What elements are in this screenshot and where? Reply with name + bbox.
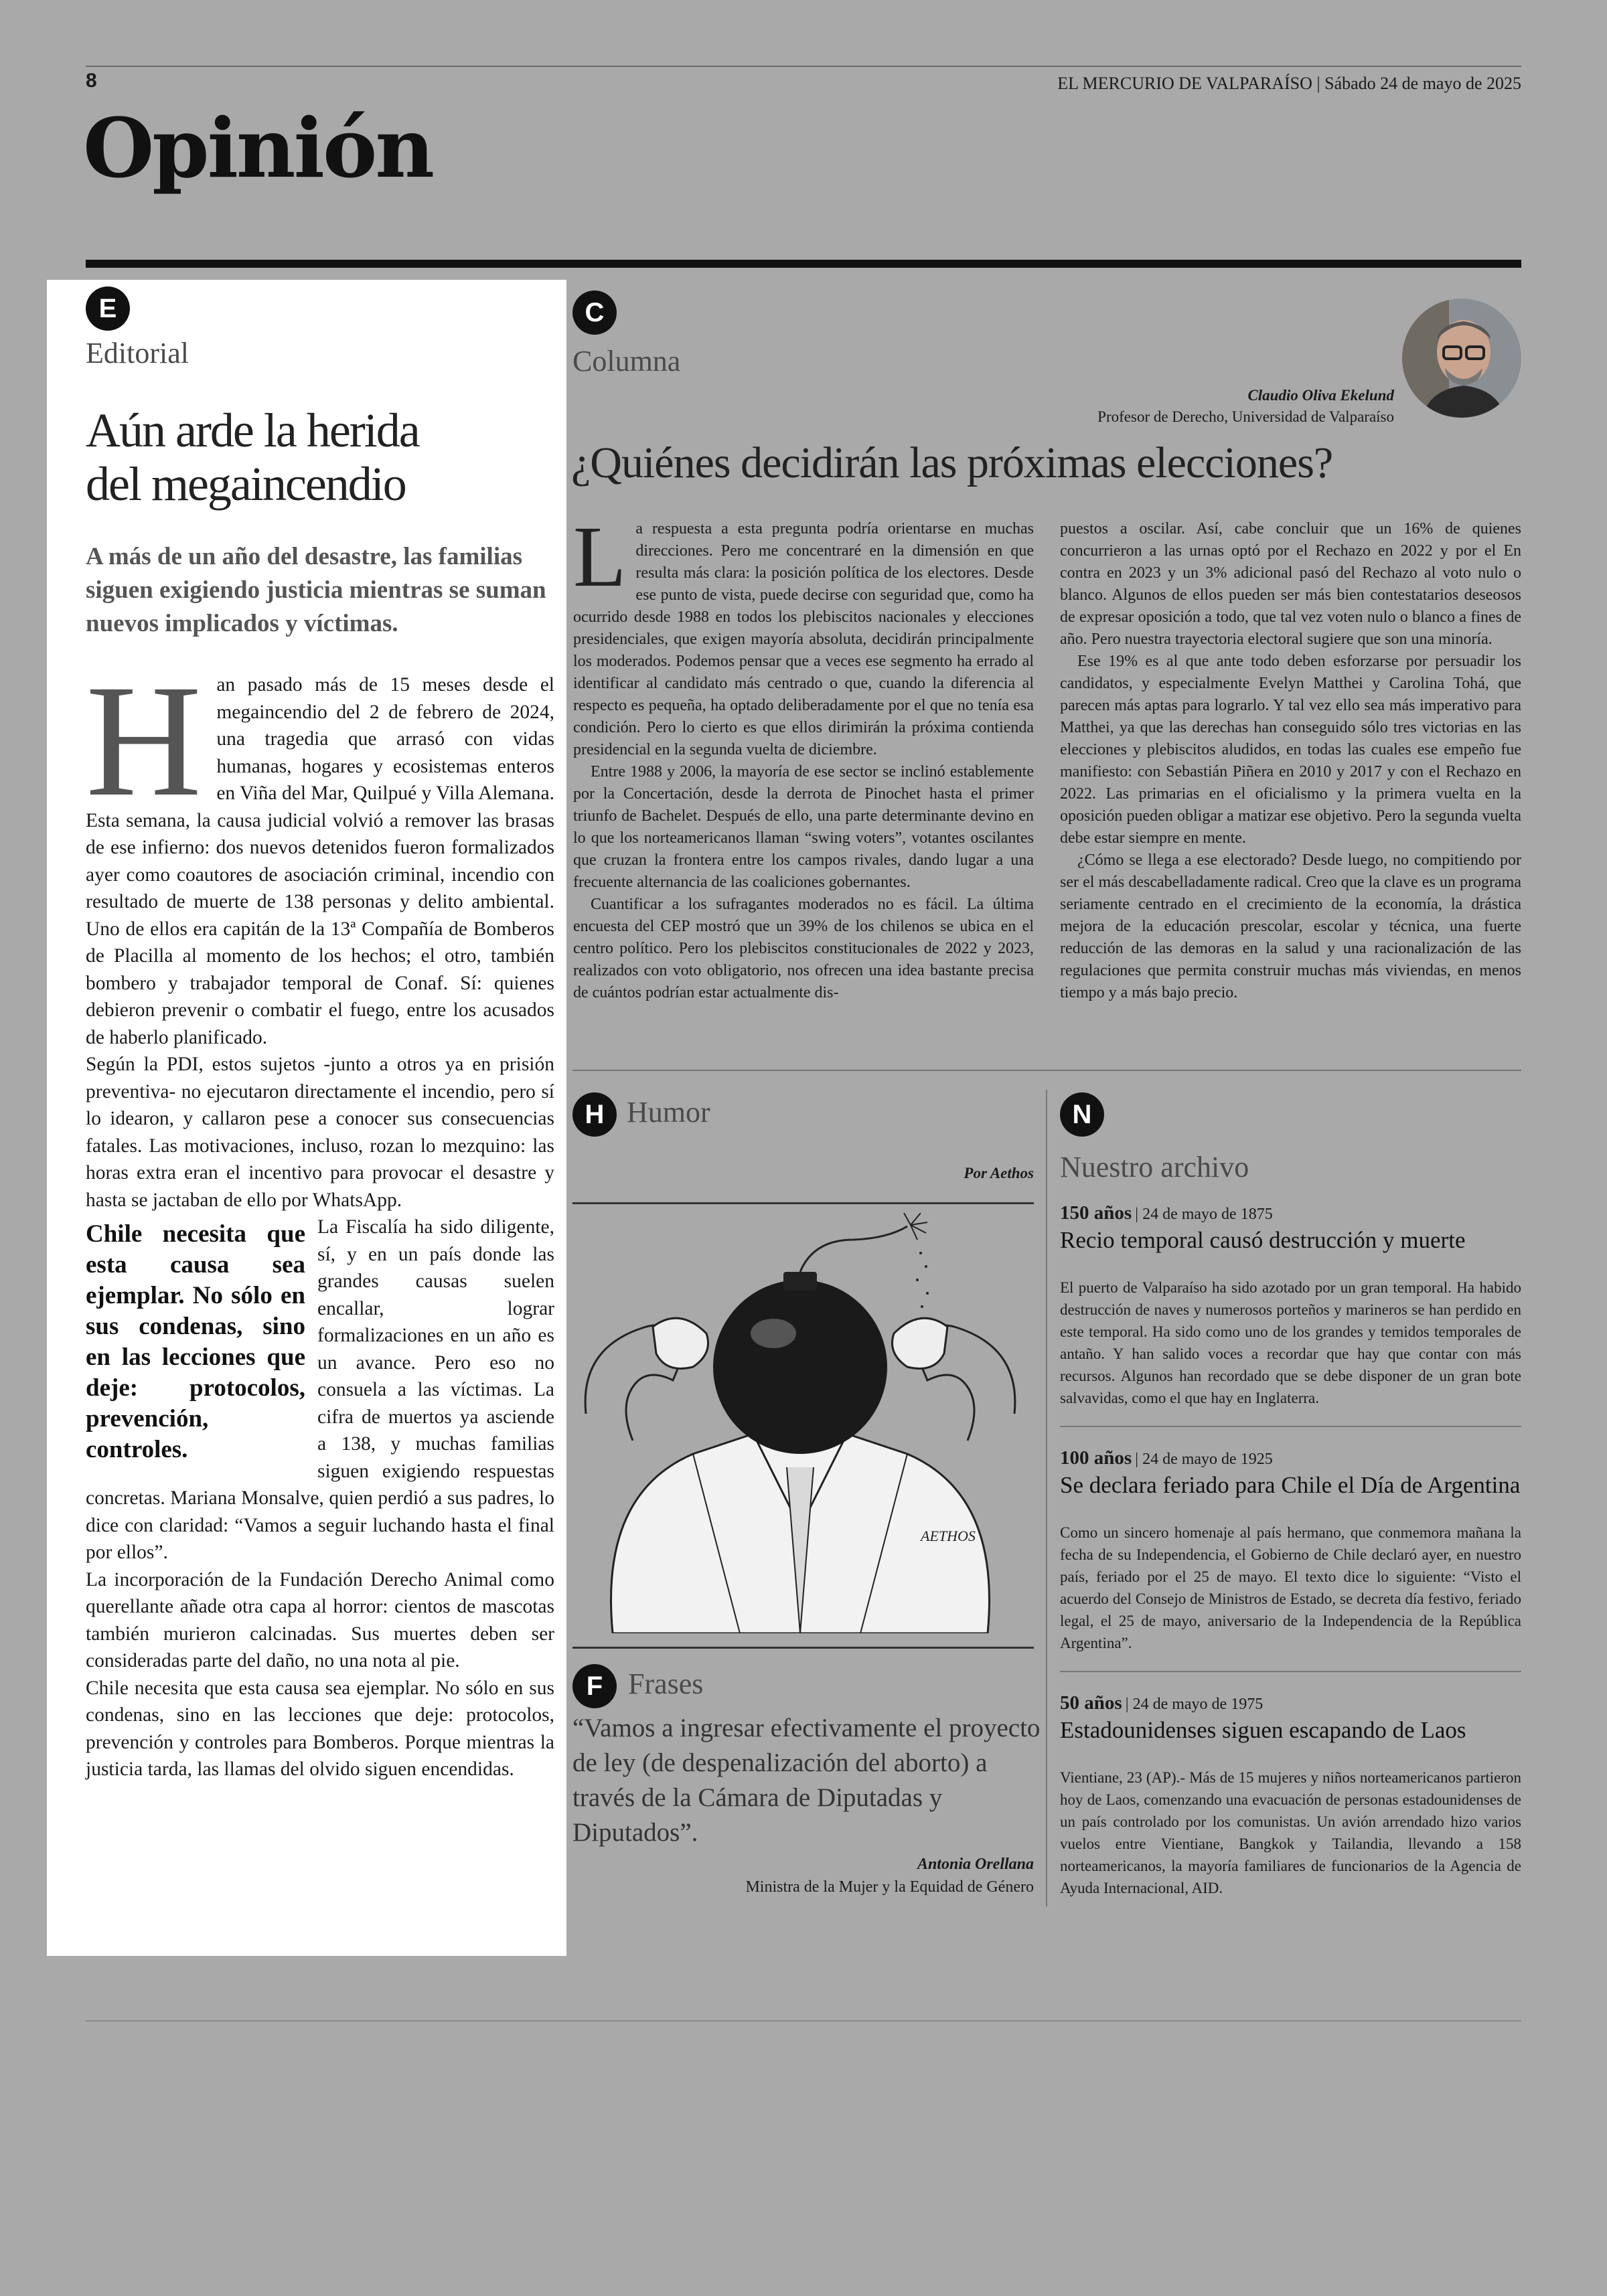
columna-paragraph: a respuesta a esta pregunta podría orientarse en muchas direcciones. Pero me concentraré en la dimensión en que resulta más clara: la posición política de los electores. Desde ese punto de vista, puede decirse con seguridad que, como ha ocurrido desde 1988 en todos los plebiscitos nacionales y elecciones presidenciales, que exigen mayoría absoluta, decidirán principalmente los moderados. Podemos pensar que a veces ese segmento ha errado al identificar al candidato más centrado o que, cuando la diferencia al respecto es pequeña, ha optado deliberadamente por el que no tenía esa condición. Pero lo cierto es que ellos dirimirán la próxima contienda presidencial en la segunda vuelta de diciembre. <box>573 520 1034 758</box>
editorial-dropcap: H <box>86 651 202 829</box>
editorial-body <box>86 651 554 1783</box>
page-bottom-rule <box>86 2020 1521 2022</box>
archivo-date: | 24 de mayo de 1875 <box>1135 1206 1273 1223</box>
columna-author: Claudio Oliva Ekelund <box>1247 387 1394 404</box>
editorial-paragraph: La Fiscalía ha sido diligente, sí, y en un país donde las grandes causas suelen encallar, lograr formalizaciones en un año es un avance. Pero eso no consuela a las víctimas. La cifra de muertos ya asciende a 138, y muchas familias siguen exigiendo respuestas concretas. Mariana Monsalve, quien perdió a sus padres, lo dice con claridad: “Vamos a seguir luchando hasta el final por ellos”. <box>86 1216 554 1563</box>
editorial-paragraph: Chile necesita que esta causa sea ejemplar. No sólo en sus condenas, sino en las lecciones que deje: protocolos, prevención y controles para Bomberos. Porque mientras la justicia tarda, las llamas del olvido siguen encendidas. <box>86 1677 554 1780</box>
bomb-cartoon-icon <box>572 1213 1034 1633</box>
archivo-years: 100 años <box>1060 1447 1132 1469</box>
editorial-title <box>86 404 554 511</box>
author-photo <box>1402 299 1521 418</box>
columna-paragraph: Ese 19% es al que ante todo deben esforzarse por persuadir los candidatos, y especialmente Evelyn Matthei y Carolina Tohá, que parecen más aptas para lograrlo. Y tal vez ello sea más imperativo para Matthei, ya que las derechas han conseguido sólo tres victorias en las elecciones y plebiscitos aludidos, en todas las cuales ese empeño fue manifiesto: con Sebastián Piñera en 2010 y 2017 y con el Rechazo en 2022. Las primarias en el oficialismo y la primera vuelta en la oposición pueden obligar a matizar ese objetivo. Pero la segunda vuelta debe estar siempre en mente. <box>1060 653 1521 847</box>
editorial-paragraph: Según la PDI, estos sujetos -junto a otros ya en prisión preventiva- no ejecutaron directamente el incendio, pero sí lo idearon, y callaron pese a conocer sus consecuencias fatales. Las motivaciones, incluso, rozan lo mezquino: las horas extra eran el incentivo para provocar el desastre y hasta se jactaban de ello por WhatsApp. <box>86 1054 554 1211</box>
frases-role: Ministra de la Mujer y la Equidad de Género <box>745 1878 1034 1896</box>
humor-label: Humor <box>627 1096 710 1129</box>
archivo-headline: Se declara feriado para Chile el Día de Argentina <box>1060 1472 1521 1498</box>
frases-badge-wrap <box>572 1664 617 1708</box>
archivo-text: Vientiane, 23 (AP).- Más de 15 mujeres y niños norteamericanos partieron hoy de Laos, comenzando una evacuación de personas estadounidenses de un país controlado por los comunistas. Un avión arrendado hizo varios vuelos entre Vientiane, Bangkok y Tailandia, llevando a 158 norteamericanos, la mayoría familiares de funcionarios de la Agencia de Ayuda Internacional, AID. <box>1060 1769 1521 1896</box>
editorial-lead: A más de un año del desastre, las familias siguen exigiendo justicia mientras se suman nuevos implicados y víctimas. <box>86 543 546 637</box>
humor-bottom-rule <box>572 1647 1034 1649</box>
archivo-years: 150 años <box>1060 1202 1132 1224</box>
humor-credit: Por Aethos <box>964 1165 1034 1181</box>
archivo-label: Nuestro archivo <box>1060 1151 1249 1183</box>
columna-label: Columna <box>572 345 681 378</box>
archivo-item <box>1060 1692 1521 1899</box>
archivo-item <box>1060 1447 1521 1654</box>
columna-text-right <box>1060 518 1521 1004</box>
archivo-rule <box>1060 1426 1521 1427</box>
editorial-paragraph: an pasado más de 15 meses desde el megaincendio del 2 de febrero de 2024, una tragedia que arrasó con vidas humanas, hogares y ecosistemas enteros en Viña del Mar, Quilpué y Villa Alemana. Esta semana, la causa judicial volvió a remover las brasas de ese infierno: dos nuevos detenidos fueron formalizados ayer como coautores de asociación criminal, incendio con resultado de muerte de 138 personas y delito ambiental. Uno de ellos era capitán de la 13ª Compañía de Bomberos de Placilla al momento de los hechos; el otro, también bombero y trabajador temporal de Conaf. Sí: quienes debieron prevenir o combatir el fuego, entre los acusados de haberlo planificado. <box>86 674 554 1048</box>
archivo-item <box>1060 1202 1521 1409</box>
humor-badge: H <box>572 1092 617 1137</box>
columna-paragraph: puestos a oscilar. Así, cabe concluir que un 16% de quienes concurrieron a las urnas optó por el Rechazo en 2022 y por el En contra en 2023 y un 3% adicional pasó del Rechazo al voto nulo o blanco. Algunos de ellos pueden ser más bien contestatarios deseosos de expresar oposición a todo, que tal vez voten nulo o blanco a fines de año. Pero nuestra trayectoria electoral sugiere que son una minoría. <box>1060 520 1521 648</box>
editorial-pull-quote: Chile necesita que esta causa sea ejemplar. No sólo en sus condenas, sino en las lecciones que deje: protocolos, prevención, controles. <box>86 1220 305 1463</box>
section-title: Opinión <box>83 100 433 196</box>
archivo-years: 50 años <box>1060 1692 1122 1714</box>
columna-paragraph: ¿Cómo se llega a ese electorado? Desde luego, no compitiendo por ser el más descabelladamente radical. Creo que la clave es un programa seriamente centrado en el crecimiento de la economía, la drástica mejora de la educación prescolar, escolar y técnica, una fuerte reducción de las demoras en la salud y una racionalización de las regulaciones que permita construir muchas más viviendas, en menos tiempo y a más bajo precio. <box>1060 851 1521 1001</box>
archivo-headline: Estadounidenses siguen escapando de Laos <box>1060 1717 1466 1743</box>
archivo-headline: Recio temporal causó destrucción y muerte <box>1060 1227 1466 1253</box>
archivo-text: El puerto de Valparaíso ha sido azotado por un gran temporal. Ha habido destrucción de naves y numerosos porteños y marineros se han perdido en este temporal. Ha sido como uno de los grandes y temidos temporales de antaño. Y han salido voces a recordar que hay que contar con más recursos. Algunos han recordado que se debe disponer de un gran bote salvavidas, como el que hay en Inglaterra. <box>1060 1279 1521 1406</box>
editorial-title-line-2: del megaincendio <box>86 457 406 511</box>
columna-text-left <box>573 509 1034 1004</box>
section-rule <box>86 260 1521 268</box>
cartoon-signature: AETHOS <box>921 1528 976 1544</box>
editorial-title-line-1: Aún arde la herida <box>86 404 419 457</box>
cartoon <box>572 1213 1034 1633</box>
frases-quote: “Vamos a ingresar efectivamente el proyecto de ley (de despenalización del aborto) a través de la Cámara de Diputadas y Diputados”. <box>572 1714 1041 1847</box>
editorial-badge: E <box>86 286 130 331</box>
author-portrait-icon <box>1402 299 1521 418</box>
columna-paragraph: Cuantificar a los sufragantes moderados no es fácil. La última encuesta del CEP mostró que un 39% de los chilenos se ubica en el centro político. Pero los plebiscitos constitucionales de 2022 y 2023, realizados con voto obligatorio, nos ofrecen una idea bastante precisa de cuántos podrían estar actualmente dis- <box>573 896 1034 1001</box>
columna-title: ¿Quiénes decidirán las próximas elecciones? <box>571 438 1333 487</box>
page-number: 8 <box>86 70 97 92</box>
archivo-date: | 24 de mayo de 1925 <box>1135 1451 1273 1468</box>
columna-bottom-rule <box>572 1070 1521 1071</box>
editorial-label: Editorial <box>86 337 189 370</box>
archivo-badge-wrap <box>1060 1092 1104 1137</box>
archivo-rule <box>1060 1671 1521 1672</box>
columna-dropcap: L <box>573 509 627 605</box>
editorial-panel <box>47 280 566 1956</box>
archivo-text: Como un sincero homenaje al país hermano, que conmemora mañana la fecha de su Independencia, el Gobierno de Chile declaró ayer, en nuestro país, feriado por el 25 de mayo. El texto dice lo siguiente: “Visto el acuerdo del Consejo de Ministros de Estado, se decreta día festivo, feriado legal, el 25 de mayo, aniversario de la Independencia de la República Argentina”. <box>1060 1524 1521 1651</box>
humor-badge-wrap <box>572 1092 617 1137</box>
columna-author-role: Profesor de Derecho, Universidad de Valparaíso <box>1097 408 1394 425</box>
editorial-paragraph: La incorporación de la Fundación Derecho Animal como querellante añade otra capa al horror: cientos de mascotas también murieron calcinadas. Sus muertes deben ser consideradas parte del daño, no una nota al pie. <box>86 1568 554 1671</box>
frases-label: Frases <box>628 1667 704 1700</box>
archivo-date: | 24 de mayo de 1975 <box>1125 1696 1264 1713</box>
columna-paragraph: Entre 1988 y 2006, la mayoría de ese sector se inclinó establemente por la Concertación, desde la derrota de Pinochet hasta el primer triunfo de Bachelet. Después de ello, una parte determinante devino en lo que los norteamericanos llaman “swing voters”, votantes oscilantes que cruzan la frontera entre los campos rivales, dando lugar a una frecuente alternancia de las coaliciones gobernantes. <box>573 763 1034 891</box>
frases-badge: F <box>572 1664 617 1708</box>
top-rule <box>86 66 1521 67</box>
columna-badge: C <box>572 291 617 335</box>
archivo-badge: N <box>1060 1092 1104 1137</box>
humor-top-rule <box>572 1202 1034 1204</box>
frases-author: Antonia Orellana <box>917 1856 1034 1873</box>
column-divider <box>1046 1090 1047 1906</box>
masthead: EL MERCURIO DE VALPARAÍSO | Sábado 24 de mayo de 2025 <box>1057 74 1521 93</box>
columna-badge-wrap <box>572 291 617 335</box>
